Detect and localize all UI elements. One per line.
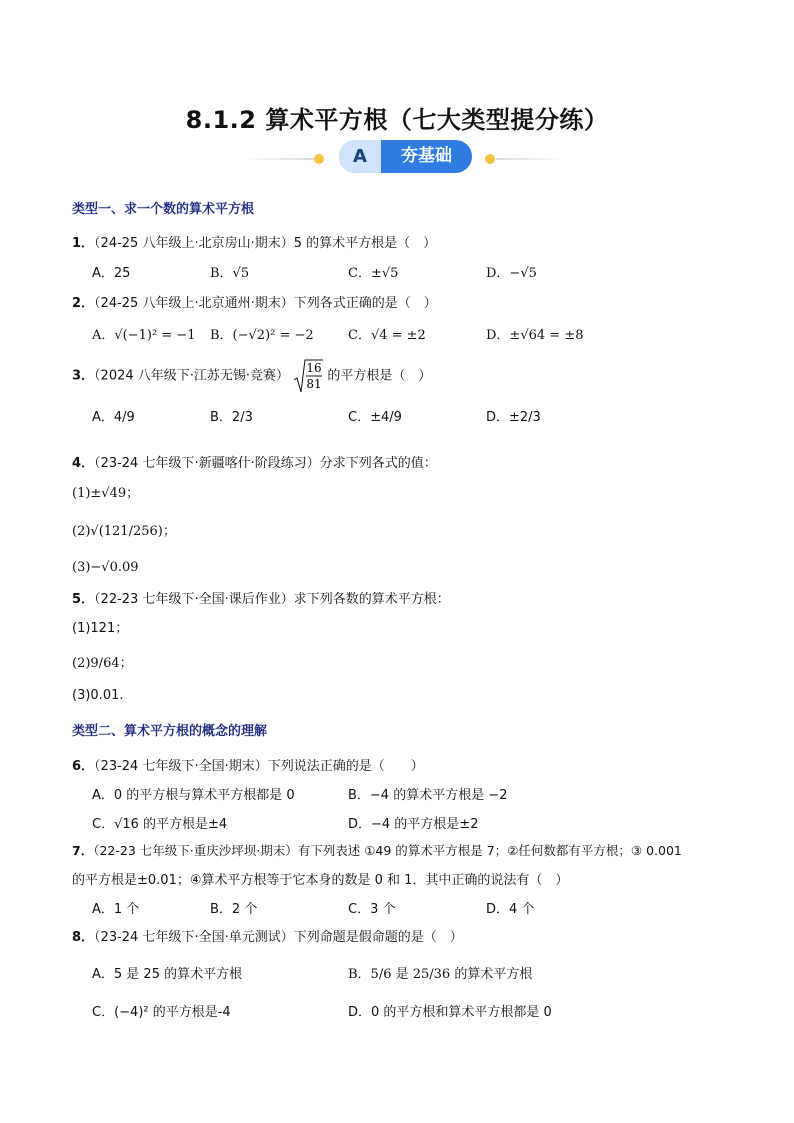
q3-option-b: B．2/3: [210, 410, 253, 425]
question-text-after: 的平方根是（ ）: [327, 368, 432, 384]
q4-item-2: (2)√(121/256)；: [72, 524, 176, 539]
q1-option-a: A．25: [92, 266, 131, 281]
q1-option-c: C．±√5: [348, 266, 399, 281]
q2-option-b: B．(−√2)² = −2: [210, 328, 314, 343]
level-badge-letter: A: [339, 140, 381, 173]
question-text: （24-25 八年级上·北京通州·期末）下列各式正确的是（ ）: [94, 296, 437, 311]
question-2: [72, 292, 437, 311]
q2-option-a: A．√(−1)² = −1: [92, 328, 196, 343]
title-divider-right: [496, 158, 566, 160]
svg-text:16: 16: [306, 361, 322, 375]
question-text-before: （2024 八年级下·江苏无锡·竞赛）: [94, 368, 290, 384]
question-text: （23-24 七年级下·全国·期末）下列说法正确的是（ ）: [94, 759, 424, 774]
q4-item-1: (1)±√49；: [72, 486, 140, 501]
q5-item-3: (3)0.01.: [72, 688, 124, 703]
q7-option-c: C．3 个: [348, 902, 396, 917]
question-8: [72, 926, 463, 945]
question-text: （24-25 八年级上·北京房山·期末）5 的算术平方根是（ ）: [94, 236, 437, 251]
q1-option-d: D．−√5: [486, 266, 537, 281]
q8-option-d: D．0 的平方根和算术平方根都是 0: [348, 1005, 552, 1020]
question-text: （23-24 七年级下·全国·单元测试）下列命题是假命题的是（ ）: [94, 930, 463, 945]
q1-option-b: B．√5: [210, 266, 250, 281]
title-dot-right: [485, 154, 495, 164]
q6-option-c: C．√16 的平方根是±4: [92, 817, 228, 832]
question-number: 8．: [72, 930, 95, 945]
q6-option-a: A．0 的平方根与算术平方根都是 0: [92, 788, 295, 803]
question-text-line-1: （22-23 七年级下·重庆沙坪坝·期末）有下列表述 ①49 的算术平方根是 7；②任何数都有平方根；③ 0.001: [93, 843, 682, 858]
question-7: [72, 841, 682, 859]
level-badge: [339, 140, 472, 173]
q7-option-b: B．2 个: [210, 902, 258, 917]
question-4: [72, 452, 437, 471]
question-1: [72, 232, 436, 251]
q3-option-a: A．4/9: [92, 410, 135, 425]
q8-option-a: A．5 是 25 的算术平方根: [92, 967, 243, 982]
title-dot-left: [314, 154, 324, 164]
q5-item-2: (2)9/64；: [72, 656, 133, 671]
question-6: [72, 755, 424, 774]
question-number: 2．: [72, 296, 95, 311]
q8-option-b: B．5/6 是 25/36 的算术平方根: [348, 967, 533, 982]
q6-option-d: D．−4 的平方根是±2: [348, 817, 479, 832]
question-text: （23-24 七年级下·新疆喀什·阶段练习）分求下列各式的值：: [94, 456, 437, 471]
q6-option-b: B．−4 的算术平方根是 −2: [348, 788, 508, 803]
question-text: （22-23 七年级下·全国·课后作业）求下列各数的算术平方根：: [94, 592, 450, 607]
question-number: 6．: [72, 759, 95, 774]
question-number: 3．: [72, 368, 95, 384]
q5-item-1: (1)121；: [72, 621, 129, 636]
q7-option-d: D．4 个: [486, 902, 535, 917]
q4-item-3: (3)−√0.09: [72, 560, 139, 575]
level-badge-text: 夯基础: [401, 146, 452, 166]
section-heading-2: 类型二、算术平方根的概念的理解: [72, 724, 268, 739]
q3-option-d: D．±2/3: [486, 410, 541, 425]
section-heading-1: 类型一、求一个数的算术平方根: [72, 202, 255, 217]
page-title: 8.1.2 算术平方根（七大类型提分练）: [185, 106, 609, 134]
svg-text:81: 81: [306, 377, 322, 391]
question-number: 1．: [72, 236, 95, 251]
question-number: 5．: [72, 592, 95, 607]
q8-option-c: C．(−4)² 的平方根是-4: [92, 1005, 231, 1020]
q2-option-d: D．±√64 = ±8: [486, 328, 584, 343]
question-7-line-2: 的平方根是±0.01；④算术平方根等于它本身的数是 0 和 1．其中正确的说法有（ ）: [72, 873, 569, 888]
title-divider-left: [244, 158, 314, 160]
question-3: [72, 358, 431, 394]
q2-option-c: C．√4 = ±2: [348, 328, 426, 343]
question-number: 4．: [72, 456, 95, 471]
question-5: [72, 588, 450, 607]
q7-option-a: A．1 个: [92, 902, 140, 917]
question-number: 7．: [72, 843, 94, 858]
q3-option-c: C．±4/9: [348, 410, 402, 425]
sqrt-16-81: [293, 358, 323, 394]
